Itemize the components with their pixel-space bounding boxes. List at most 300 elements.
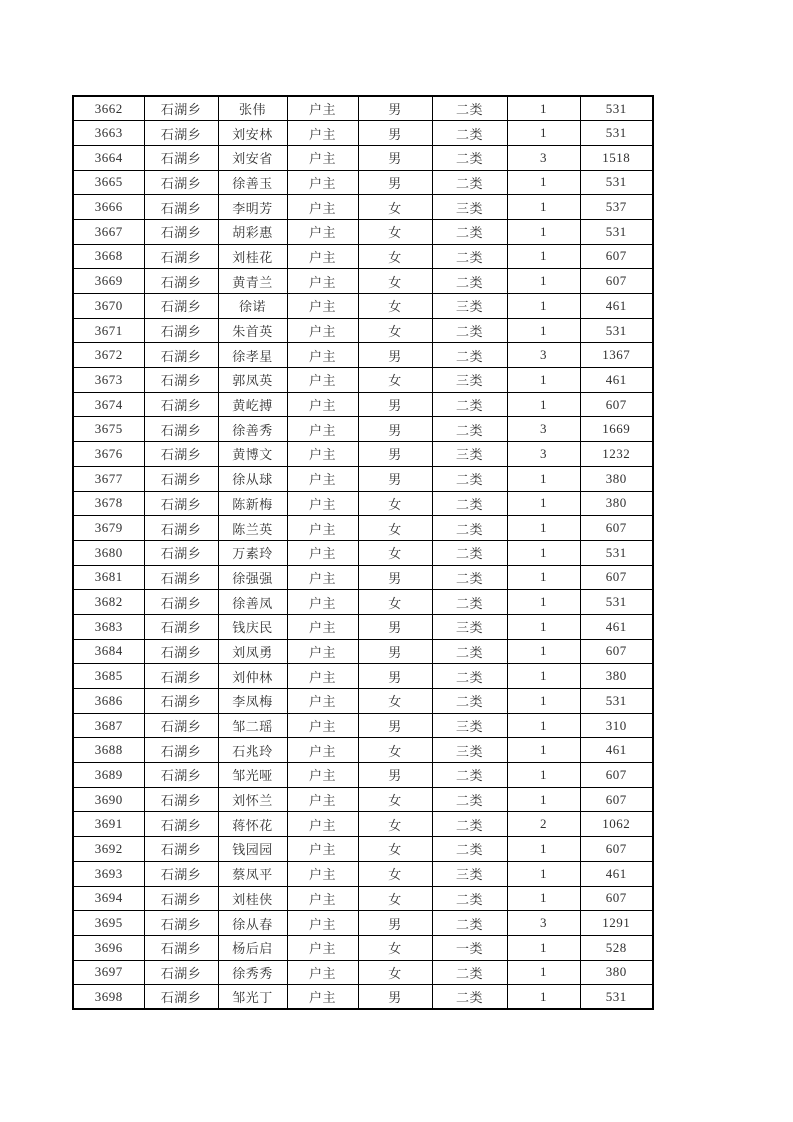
- table-row: [73, 466, 653, 491]
- cell-name: 刘桂花: [218, 244, 287, 269]
- cell-member-count: 1: [507, 713, 580, 738]
- cell-amount: 531: [580, 219, 653, 244]
- table-row: [73, 343, 653, 368]
- cell-amount: 310: [580, 713, 653, 738]
- table-row: [73, 392, 653, 417]
- table-row: [73, 491, 653, 516]
- cell-gender: 男: [358, 664, 432, 689]
- cell-relation: 户主: [287, 985, 358, 1010]
- cell-gender: 男: [358, 466, 432, 491]
- cell-gender: 女: [358, 219, 432, 244]
- cell-relation: 户主: [287, 318, 358, 343]
- cell-relation: 户主: [287, 787, 358, 812]
- cell-amount: 607: [580, 837, 653, 862]
- table-row: [73, 911, 653, 936]
- cell-member-count: 3: [507, 417, 580, 442]
- cell-category: 二类: [432, 343, 507, 368]
- cell-amount: 607: [580, 565, 653, 590]
- cell-gender: 男: [358, 145, 432, 170]
- cell-category: 二类: [432, 145, 507, 170]
- table-row: [73, 861, 653, 886]
- cell-name: 钱园园: [218, 837, 287, 862]
- table-row: [73, 318, 653, 343]
- cell-name: 邹光丁: [218, 985, 287, 1010]
- cell-member-count: 1: [507, 96, 580, 121]
- cell-gender: 女: [358, 689, 432, 714]
- cell-township: 石湖乡: [144, 318, 218, 343]
- cell-amount: 531: [580, 540, 653, 565]
- cell-member-count: 1: [507, 787, 580, 812]
- cell-member-count: 3: [507, 911, 580, 936]
- cell-amount: 380: [580, 466, 653, 491]
- cell-serial-number: 3667: [73, 219, 144, 244]
- cell-township: 石湖乡: [144, 417, 218, 442]
- cell-serial-number: 3687: [73, 713, 144, 738]
- cell-amount: 607: [580, 516, 653, 541]
- cell-relation: 户主: [287, 269, 358, 294]
- table-row: [73, 664, 653, 689]
- cell-relation: 户主: [287, 491, 358, 516]
- table-row: [73, 145, 653, 170]
- cell-relation: 户主: [287, 170, 358, 195]
- cell-category: 二类: [432, 121, 507, 146]
- cell-category: 二类: [432, 689, 507, 714]
- cell-township: 石湖乡: [144, 713, 218, 738]
- cell-category: 二类: [432, 664, 507, 689]
- table-row: [73, 763, 653, 788]
- cell-township: 石湖乡: [144, 935, 218, 960]
- cell-gender: 女: [358, 269, 432, 294]
- cell-category: 二类: [432, 787, 507, 812]
- cell-township: 石湖乡: [144, 170, 218, 195]
- table-row: [73, 442, 653, 467]
- cell-township: 石湖乡: [144, 392, 218, 417]
- cell-serial-number: 3671: [73, 318, 144, 343]
- cell-township: 石湖乡: [144, 911, 218, 936]
- cell-amount: 461: [580, 368, 653, 393]
- cell-member-count: 1: [507, 886, 580, 911]
- cell-category: 二类: [432, 886, 507, 911]
- cell-member-count: 1: [507, 121, 580, 146]
- cell-name: 刘安省: [218, 145, 287, 170]
- table-row: [73, 639, 653, 664]
- cell-relation: 户主: [287, 812, 358, 837]
- cell-amount: 380: [580, 664, 653, 689]
- cell-member-count: 1: [507, 195, 580, 220]
- cell-township: 石湖乡: [144, 244, 218, 269]
- cell-gender: 男: [358, 96, 432, 121]
- cell-amount: 607: [580, 886, 653, 911]
- cell-name: 徐善秀: [218, 417, 287, 442]
- cell-serial-number: 3668: [73, 244, 144, 269]
- cell-category: 二类: [432, 318, 507, 343]
- cell-gender: 女: [358, 738, 432, 763]
- cell-township: 石湖乡: [144, 540, 218, 565]
- cell-category: 二类: [432, 516, 507, 541]
- cell-name: 徐强强: [218, 565, 287, 590]
- cell-serial-number: 3672: [73, 343, 144, 368]
- cell-gender: 女: [358, 886, 432, 911]
- cell-gender: 男: [358, 639, 432, 664]
- cell-member-count: 1: [507, 540, 580, 565]
- table-row: [73, 985, 653, 1010]
- cell-gender: 男: [358, 442, 432, 467]
- cell-category: 二类: [432, 911, 507, 936]
- table-row: [73, 417, 653, 442]
- cell-relation: 户主: [287, 368, 358, 393]
- cell-township: 石湖乡: [144, 738, 218, 763]
- cell-name: 刘怀兰: [218, 787, 287, 812]
- cell-amount: 531: [580, 170, 653, 195]
- cell-relation: 户主: [287, 713, 358, 738]
- cell-name: 钱庆民: [218, 614, 287, 639]
- cell-category: 三类: [432, 368, 507, 393]
- cell-serial-number: 3665: [73, 170, 144, 195]
- table-row: [73, 738, 653, 763]
- cell-relation: 户主: [287, 837, 358, 862]
- table-row: [73, 121, 653, 146]
- table-row: [73, 787, 653, 812]
- records-table: [72, 95, 654, 1010]
- cell-serial-number: 3688: [73, 738, 144, 763]
- cell-name: 刘桂侠: [218, 886, 287, 911]
- cell-serial-number: 3692: [73, 837, 144, 862]
- cell-member-count: 1: [507, 318, 580, 343]
- cell-relation: 户主: [287, 614, 358, 639]
- cell-gender: 女: [358, 960, 432, 985]
- cell-amount: 1062: [580, 812, 653, 837]
- cell-relation: 户主: [287, 516, 358, 541]
- cell-serial-number: 3683: [73, 614, 144, 639]
- cell-category: 二类: [432, 639, 507, 664]
- cell-category: 二类: [432, 812, 507, 837]
- cell-name: 胡彩惠: [218, 219, 287, 244]
- cell-relation: 户主: [287, 861, 358, 886]
- cell-amount: 531: [580, 96, 653, 121]
- cell-name: 陈新梅: [218, 491, 287, 516]
- cell-category: 一类: [432, 935, 507, 960]
- cell-amount: 1518: [580, 145, 653, 170]
- cell-gender: 女: [358, 812, 432, 837]
- cell-township: 石湖乡: [144, 664, 218, 689]
- cell-serial-number: 3673: [73, 368, 144, 393]
- cell-category: 二类: [432, 417, 507, 442]
- cell-member-count: 3: [507, 442, 580, 467]
- cell-township: 石湖乡: [144, 442, 218, 467]
- table-row: [73, 590, 653, 615]
- cell-serial-number: 3698: [73, 985, 144, 1010]
- cell-township: 石湖乡: [144, 689, 218, 714]
- cell-member-count: 1: [507, 590, 580, 615]
- cell-category: 三类: [432, 614, 507, 639]
- cell-name: 杨后启: [218, 935, 287, 960]
- cell-category: 二类: [432, 590, 507, 615]
- cell-name: 黄青兰: [218, 269, 287, 294]
- cell-member-count: 3: [507, 145, 580, 170]
- cell-gender: 女: [358, 787, 432, 812]
- cell-gender: 男: [358, 763, 432, 788]
- cell-township: 石湖乡: [144, 614, 218, 639]
- cell-serial-number: 3663: [73, 121, 144, 146]
- table-row: [73, 244, 653, 269]
- cell-member-count: 1: [507, 985, 580, 1010]
- table-row: [73, 368, 653, 393]
- cell-relation: 户主: [287, 738, 358, 763]
- cell-township: 石湖乡: [144, 294, 218, 319]
- cell-township: 石湖乡: [144, 763, 218, 788]
- cell-member-count: 1: [507, 738, 580, 763]
- cell-amount: 461: [580, 614, 653, 639]
- cell-name: 徐孝星: [218, 343, 287, 368]
- table-row: [73, 837, 653, 862]
- cell-amount: 531: [580, 985, 653, 1010]
- cell-relation: 户主: [287, 343, 358, 368]
- cell-name: 李凤梅: [218, 689, 287, 714]
- cell-relation: 户主: [287, 639, 358, 664]
- cell-gender: 男: [358, 121, 432, 146]
- cell-member-count: 1: [507, 491, 580, 516]
- cell-serial-number: 3676: [73, 442, 144, 467]
- cell-name: 邹二瑶: [218, 713, 287, 738]
- cell-serial-number: 3670: [73, 294, 144, 319]
- cell-relation: 户主: [287, 294, 358, 319]
- cell-category: 二类: [432, 763, 507, 788]
- cell-member-count: 1: [507, 763, 580, 788]
- cell-gender: 男: [358, 392, 432, 417]
- cell-amount: 607: [580, 392, 653, 417]
- cell-township: 石湖乡: [144, 219, 218, 244]
- cell-gender: 女: [358, 368, 432, 393]
- cell-member-count: 1: [507, 689, 580, 714]
- cell-category: 二类: [432, 985, 507, 1010]
- cell-amount: 531: [580, 318, 653, 343]
- cell-amount: 537: [580, 195, 653, 220]
- cell-category: 三类: [432, 713, 507, 738]
- cell-member-count: 1: [507, 861, 580, 886]
- cell-category: 二类: [432, 96, 507, 121]
- cell-serial-number: 3697: [73, 960, 144, 985]
- cell-amount: 607: [580, 639, 653, 664]
- cell-township: 石湖乡: [144, 787, 218, 812]
- cell-gender: 女: [358, 318, 432, 343]
- cell-gender: 女: [358, 861, 432, 886]
- cell-name: 刘仲林: [218, 664, 287, 689]
- cell-relation: 户主: [287, 689, 358, 714]
- cell-amount: 1232: [580, 442, 653, 467]
- cell-name: 刘安林: [218, 121, 287, 146]
- table-row: [73, 96, 653, 121]
- cell-member-count: 1: [507, 664, 580, 689]
- cell-amount: 461: [580, 861, 653, 886]
- cell-name: 黄屹搏: [218, 392, 287, 417]
- cell-amount: 607: [580, 244, 653, 269]
- cell-member-count: 1: [507, 244, 580, 269]
- table-row: [73, 195, 653, 220]
- table-row: [73, 689, 653, 714]
- cell-name: 陈兰英: [218, 516, 287, 541]
- cell-serial-number: 3664: [73, 145, 144, 170]
- cell-township: 石湖乡: [144, 368, 218, 393]
- cell-township: 石湖乡: [144, 960, 218, 985]
- cell-category: 二类: [432, 960, 507, 985]
- cell-serial-number: 3675: [73, 417, 144, 442]
- cell-amount: 461: [580, 294, 653, 319]
- cell-name: 李明芳: [218, 195, 287, 220]
- cell-gender: 女: [358, 491, 432, 516]
- cell-category: 三类: [432, 294, 507, 319]
- cell-relation: 户主: [287, 195, 358, 220]
- cell-member-count: 1: [507, 219, 580, 244]
- cell-member-count: 1: [507, 269, 580, 294]
- cell-amount: 1669: [580, 417, 653, 442]
- cell-member-count: 1: [507, 565, 580, 590]
- cell-name: 徐善玉: [218, 170, 287, 195]
- cell-amount: 1291: [580, 911, 653, 936]
- cell-category: 二类: [432, 170, 507, 195]
- table-row: [73, 812, 653, 837]
- cell-name: 蒋怀花: [218, 812, 287, 837]
- cell-serial-number: 3690: [73, 787, 144, 812]
- cell-name: 郭凤英: [218, 368, 287, 393]
- cell-member-count: 1: [507, 614, 580, 639]
- cell-gender: 男: [358, 911, 432, 936]
- cell-gender: 男: [358, 614, 432, 639]
- cell-relation: 户主: [287, 886, 358, 911]
- cell-serial-number: 3682: [73, 590, 144, 615]
- table-row: [73, 294, 653, 319]
- cell-serial-number: 3689: [73, 763, 144, 788]
- cell-member-count: 1: [507, 960, 580, 985]
- table-row: [73, 565, 653, 590]
- cell-serial-number: 3681: [73, 565, 144, 590]
- cell-name: 刘凤勇: [218, 639, 287, 664]
- table-row: [73, 170, 653, 195]
- cell-member-count: 1: [507, 368, 580, 393]
- cell-name: 徐从春: [218, 911, 287, 936]
- cell-serial-number: 3680: [73, 540, 144, 565]
- cell-category: 二类: [432, 392, 507, 417]
- cell-gender: 男: [358, 343, 432, 368]
- cell-relation: 户主: [287, 664, 358, 689]
- cell-relation: 户主: [287, 763, 358, 788]
- cell-category: 三类: [432, 861, 507, 886]
- cell-township: 石湖乡: [144, 837, 218, 862]
- cell-member-count: 1: [507, 170, 580, 195]
- cell-amount: 531: [580, 590, 653, 615]
- table-row: [73, 614, 653, 639]
- cell-category: 二类: [432, 491, 507, 516]
- cell-category: 二类: [432, 837, 507, 862]
- cell-gender: 男: [358, 417, 432, 442]
- cell-amount: 531: [580, 121, 653, 146]
- cell-category: 三类: [432, 442, 507, 467]
- cell-gender: 女: [358, 516, 432, 541]
- cell-member-count: 1: [507, 639, 580, 664]
- cell-gender: 女: [358, 540, 432, 565]
- cell-relation: 户主: [287, 540, 358, 565]
- cell-township: 石湖乡: [144, 516, 218, 541]
- table-row: [73, 269, 653, 294]
- cell-amount: 1367: [580, 343, 653, 368]
- cell-category: 三类: [432, 738, 507, 763]
- cell-serial-number: 3678: [73, 491, 144, 516]
- cell-member-count: 1: [507, 466, 580, 491]
- cell-serial-number: 3684: [73, 639, 144, 664]
- cell-township: 石湖乡: [144, 985, 218, 1010]
- cell-serial-number: 3693: [73, 861, 144, 886]
- cell-serial-number: 3662: [73, 96, 144, 121]
- cell-serial-number: 3679: [73, 516, 144, 541]
- cell-member-count: 3: [507, 343, 580, 368]
- cell-amount: 461: [580, 738, 653, 763]
- cell-amount: 607: [580, 763, 653, 788]
- cell-category: 二类: [432, 269, 507, 294]
- cell-name: 徐诺: [218, 294, 287, 319]
- cell-relation: 户主: [287, 244, 358, 269]
- cell-member-count: 1: [507, 516, 580, 541]
- cell-relation: 户主: [287, 960, 358, 985]
- cell-name: 万素玲: [218, 540, 287, 565]
- cell-category: 二类: [432, 244, 507, 269]
- cell-gender: 男: [358, 985, 432, 1010]
- cell-gender: 男: [358, 170, 432, 195]
- table-row: [73, 516, 653, 541]
- cell-serial-number: 3674: [73, 392, 144, 417]
- cell-category: 二类: [432, 540, 507, 565]
- cell-gender: 女: [358, 590, 432, 615]
- cell-relation: 户主: [287, 466, 358, 491]
- cell-name: 石兆玲: [218, 738, 287, 763]
- cell-township: 石湖乡: [144, 121, 218, 146]
- cell-amount: 380: [580, 491, 653, 516]
- cell-township: 石湖乡: [144, 269, 218, 294]
- cell-township: 石湖乡: [144, 343, 218, 368]
- cell-serial-number: 3666: [73, 195, 144, 220]
- cell-serial-number: 3691: [73, 812, 144, 837]
- cell-category: 三类: [432, 195, 507, 220]
- cell-amount: 380: [580, 960, 653, 985]
- table-row: [73, 886, 653, 911]
- cell-relation: 户主: [287, 145, 358, 170]
- cell-relation: 户主: [287, 392, 358, 417]
- cell-name: 徐秀秀: [218, 960, 287, 985]
- cell-relation: 户主: [287, 590, 358, 615]
- cell-township: 石湖乡: [144, 565, 218, 590]
- cell-member-count: 1: [507, 392, 580, 417]
- cell-amount: 528: [580, 935, 653, 960]
- cell-serial-number: 3685: [73, 664, 144, 689]
- cell-category: 二类: [432, 219, 507, 244]
- table-row: [73, 219, 653, 244]
- cell-township: 石湖乡: [144, 639, 218, 664]
- cell-amount: 607: [580, 787, 653, 812]
- cell-township: 石湖乡: [144, 145, 218, 170]
- cell-member-count: 1: [507, 837, 580, 862]
- cell-serial-number: 3695: [73, 911, 144, 936]
- cell-name: 黄博文: [218, 442, 287, 467]
- table-row: [73, 935, 653, 960]
- cell-township: 石湖乡: [144, 590, 218, 615]
- cell-relation: 户主: [287, 219, 358, 244]
- cell-category: 二类: [432, 466, 507, 491]
- cell-member-count: 2: [507, 812, 580, 837]
- cell-serial-number: 3669: [73, 269, 144, 294]
- cell-gender: 女: [358, 935, 432, 960]
- records-table-body: [73, 96, 653, 1009]
- cell-township: 石湖乡: [144, 491, 218, 516]
- cell-member-count: 1: [507, 294, 580, 319]
- cell-relation: 户主: [287, 121, 358, 146]
